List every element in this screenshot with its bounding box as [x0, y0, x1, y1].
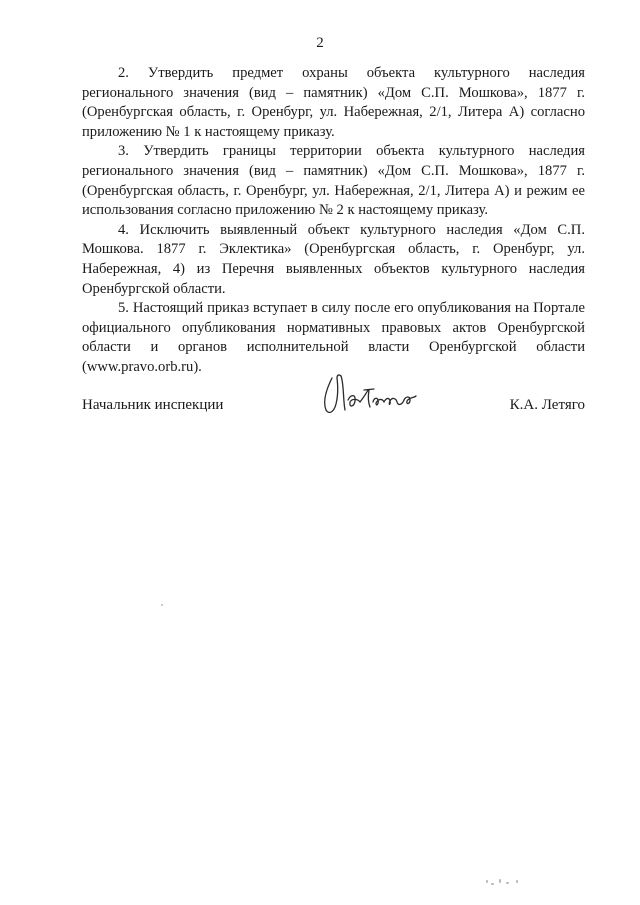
paragraph-4: 4. Исключить выявленный объект культурного наследия «Дом С.П. Мошкова. 1877 г. Эклектика» (Оренбургская область, г. Оренбург, ул. Набережная, 4) из Перечня выявленных объектов культурного наследия Оренбургской области.: [82, 221, 585, 297]
signature-block: [82, 396, 585, 420]
paragraph-2: 2. Утвердить предмет охраны объекта культурного наследия регионального значения (вид – памятник) «Дом С.П. Мошкова», 1877 г. (Оренбургская область, г. Оренбург, ул. Набережная, 2/1, Литера А) согласно приложению № 1 к настоящему приказу.: [82, 65, 585, 140]
scan-speck: [491, 883, 494, 885]
signatory-name: К.А. Летяго: [509, 397, 585, 413]
scan-speck: [161, 604, 163, 606]
scan-speck: [516, 880, 518, 883]
page-number: 2: [316, 35, 324, 51]
signatory-position: Начальник инспекции: [82, 397, 224, 413]
scan-speck: [486, 880, 488, 883]
scan-speck: [499, 879, 501, 883]
document-body: [82, 64, 585, 378]
paragraph-3: 3. Утвердить границы территории объекта культурного наследия регионального значения (вид – памятник) «Дом С.П. Мошкова», 1877 г. (Оренбургская область, г. Оренбург, ул. Набережная, 2/1, Литера А) и режим ее использования согласно приложению № 2 к настоящему приказу.: [82, 143, 585, 219]
scan-speck: [506, 882, 509, 884]
paragraph-5: 5. Настоящий приказ вступает в силу после его опубликования на Портале официального опубликования нормативных правовых актов Оренбургской области и органов исполнительной власти Оренбургской области (www.pravo.orb.ru).: [82, 300, 585, 375]
